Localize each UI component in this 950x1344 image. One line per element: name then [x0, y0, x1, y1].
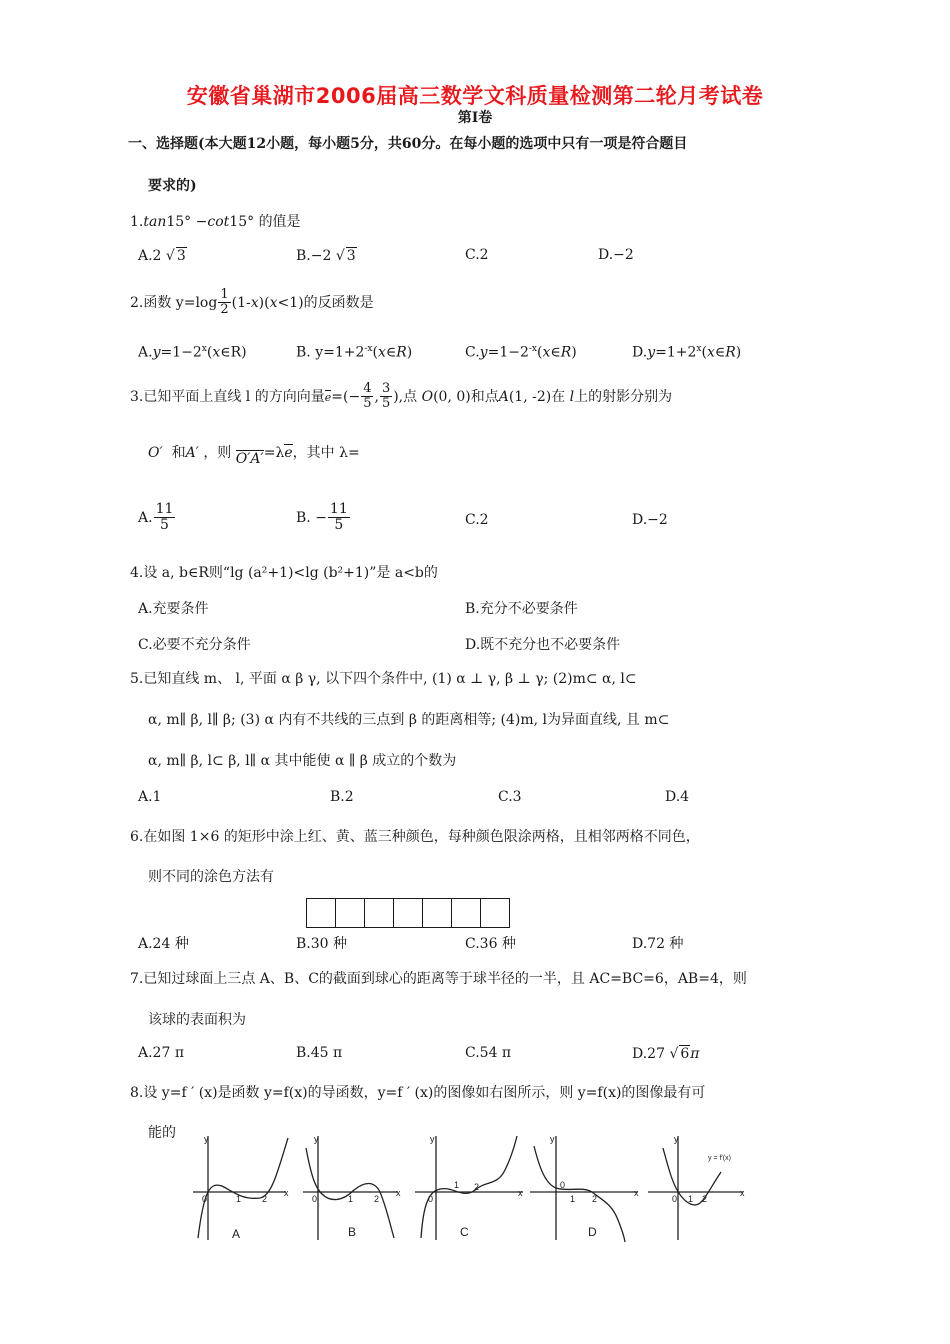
section-header-line2: 要求的): [148, 178, 197, 194]
svg-text:y: y: [314, 1134, 319, 1144]
question-7-line2: 该球的表面积为: [148, 1012, 246, 1028]
q5-option-a[interactable]: A.1: [138, 789, 162, 805]
function-graphs: [188, 1130, 748, 1250]
q5-option-c[interactable]: C.3: [498, 789, 522, 805]
svg-text:1: 1: [348, 1194, 354, 1204]
svg-text:x: x: [634, 1188, 639, 1198]
svg-text:D: D: [588, 1225, 597, 1239]
question-6-line1: 6.在如图 1×6 的矩形中涂上红、黄、蓝三种颜色，每种颜色限涂两格，且相邻两格不同色，: [130, 829, 700, 845]
coloring-grid: [306, 898, 510, 928]
svg-text:y: y: [674, 1134, 679, 1144]
q4-option-a[interactable]: A.充要条件: [138, 601, 209, 617]
grid-cell: [394, 899, 423, 927]
svg-text:1: 1: [688, 1194, 694, 1204]
svg-text:x: x: [396, 1188, 401, 1198]
question-8-line2: 能的: [148, 1125, 176, 1141]
graph-d[interactable]: [530, 1136, 638, 1242]
svg-text:x: x: [740, 1188, 745, 1198]
svg-text:0: 0: [560, 1180, 566, 1190]
q3-option-a[interactable]: A. $\frac{11}{5}$: [138, 501, 174, 534]
graph-a[interactable]: [193, 1136, 288, 1240]
question-5-line1: 5.已知直线 m、 l, 平面 α β γ, 以下四个条件中, (1) α ⊥ γ, β ⊥ γ; (2)m⊂ α, l⊂: [130, 671, 637, 687]
svg-text:A: A: [232, 1227, 241, 1241]
grid-cell: [365, 899, 394, 927]
section-header-line1: 一、选择题(本大题12小题，每小题5分，共60分。在每小题的选项中只有一项是符合题目: [128, 136, 688, 152]
q1-option-c[interactable]: C.2: [465, 247, 489, 263]
q4-option-c[interactable]: C.必要不充分条件: [138, 637, 251, 653]
q6-option-d[interactable]: D.72 种: [632, 936, 684, 952]
q1-option-a[interactable]: A.2 √ 3: [138, 248, 186, 264]
question-2: 2.函数 y=log $\frac{1}{2}$ (1-x)(x<1)的反函数是: [130, 287, 374, 318]
svg-text:y: y: [430, 1134, 435, 1144]
question-7-line1: 7.已知过球面上三点 A、B、C的截面到球心的距离等于球半径的一半，且 AC=BC=6，AB=4，则: [130, 971, 747, 987]
svg-text:C: C: [460, 1225, 469, 1239]
grid-cell: [481, 899, 509, 927]
q1-option-b[interactable]: B.−2 √ 3: [296, 248, 356, 264]
question-5-line3: α, m∥ β, l⊂ β, l∥ α 其中能使 α ∥ β 成立的个数为: [148, 753, 457, 769]
q6-option-c[interactable]: C.36 种: [465, 936, 516, 952]
svg-text:y: y: [550, 1134, 555, 1144]
question-4: 4.设 a, b∈R则“lg (a²+1)<lg (b²+1)”是 a<b的: [130, 565, 438, 581]
q7-option-a[interactable]: A.27 π: [138, 1045, 185, 1061]
q5-option-d[interactable]: D.4: [665, 789, 690, 805]
q3-option-b[interactable]: B. − $\frac{11}{5}$: [296, 501, 348, 534]
question-3-line2: O′ 和A′ ，则 O′A′=λe，其中 λ=: [148, 445, 360, 467]
question-6-line2: 则不同的涂色方法有: [148, 869, 274, 885]
svg-text:2: 2: [592, 1194, 598, 1204]
svg-text:1: 1: [236, 1194, 242, 1204]
q6-option-b[interactable]: B.30 种: [296, 936, 348, 952]
grid-cell: [336, 899, 365, 927]
svg-text:1: 1: [454, 1180, 460, 1190]
q7-option-c[interactable]: C.54 π: [465, 1045, 512, 1061]
question-1: 1.tan15° −cot15° 的值是: [130, 214, 301, 230]
svg-text:y = f′(x): y = f′(x): [708, 1155, 731, 1162]
svg-text:0: 0: [202, 1194, 208, 1204]
svg-text:2: 2: [702, 1194, 708, 1204]
grid-cell: [307, 899, 336, 927]
q2-option-c[interactable]: $C.y=1-2^{-x}(x\in R)$: [465, 344, 577, 361]
grid-cell: [423, 899, 452, 927]
svg-text:0: 0: [672, 1194, 678, 1204]
q4-option-b[interactable]: B.充分不必要条件: [465, 601, 578, 617]
page-title: 安徽省巢湖市2006届高三数学文科质量检测第二轮月考试卷: [186, 84, 764, 108]
svg-text:B: B: [348, 1225, 357, 1239]
svg-text:0: 0: [428, 1194, 434, 1204]
q3-option-c[interactable]: C.2: [465, 512, 489, 528]
q2-option-a[interactable]: $A.y=1-2^x(x\in R)$: [138, 344, 247, 361]
q4-option-d[interactable]: D.既不充分也不必要条件: [465, 637, 621, 653]
q2-option-b[interactable]: B. $y=1+2^{-x}(x\in R)$: [296, 344, 413, 361]
question-8-line1: 8.设 y=f ′ (x)是函数 y=f(x)的导函数，y=f ′ (x)的图像如右图所示，则 y=f(x)的图像最有可: [130, 1085, 706, 1101]
q7-option-b[interactable]: B.45 π: [296, 1045, 343, 1061]
svg-text:x: x: [284, 1188, 289, 1198]
graph-derivative: [648, 1136, 743, 1240]
q6-option-a[interactable]: A.24 种: [138, 936, 189, 952]
svg-text:y: y: [204, 1134, 209, 1144]
svg-text:0: 0: [312, 1194, 318, 1204]
svg-text:2: 2: [374, 1194, 380, 1204]
q5-option-b[interactable]: B.2: [330, 789, 354, 805]
q1-option-d[interactable]: D.−2: [598, 247, 634, 263]
part-title: 第Ⅰ卷: [457, 110, 493, 126]
svg-text:2: 2: [262, 1194, 268, 1204]
question-3: 3.已知平面上直线 l 的方向向量e=(− $\frac{4}{5}$ , $\frac{3}{5}$ ),点 O(0, 0)和点A(1, -2)在 l上的射影分别为: [130, 381, 673, 412]
svg-text:1: 1: [570, 1194, 576, 1204]
grid-cell: [452, 899, 481, 927]
q3-option-d[interactable]: D.−2: [632, 512, 668, 528]
graph-c[interactable]: [415, 1136, 523, 1240]
question-5-line2: α, m∥ β, l∥ β; (3) α 内有不共线的三点到 β 的距离相等; (4)m, l为异面直线, 且 m⊂: [148, 712, 670, 728]
svg-text:x: x: [518, 1188, 523, 1198]
q7-option-d[interactable]: D.27 √ 6π: [632, 1046, 700, 1062]
q2-option-d[interactable]: $D.y=1+2^x(x\in R)$: [632, 344, 742, 361]
svg-text:2: 2: [474, 1182, 480, 1192]
